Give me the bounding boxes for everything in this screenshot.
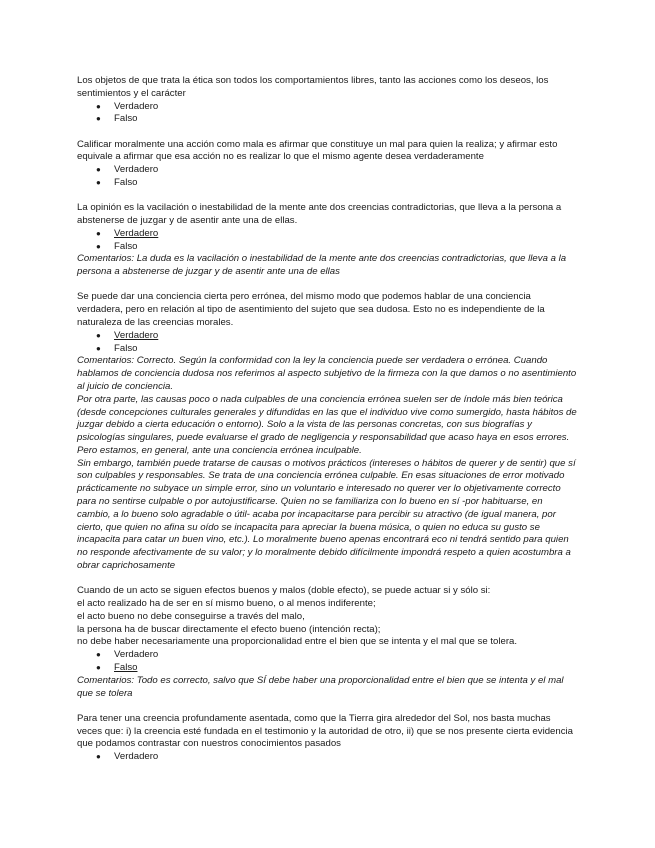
bullet-icon: ●	[96, 330, 101, 340]
question-statement: Para tener una creencia profundamente asentada, como que la Tierra gira alrededor del Sol, nos basta muchas veces que: i) la creencia esté fundada en el testimonio y la autoridad de otro, ii) que se nos presente cierta evidencia que podamos contrastar con nuestros conocimientos pasados	[77, 712, 573, 750]
option-label: Verdadero	[114, 164, 159, 176]
question-comment: Sin embargo, también puede tratarse de causas o motivos prácticos (intereses o hábitos de querer y de sentir) que sí son culpables y responsables. Se trata de una conciencia errónea culpable. En esas situaciones de error motivado prácticamente no subyace un simple error, sino un voluntario e interesado no querer ver lo objetivamente correcto para no sentirse culpable o por autojustificarse. Quien no se familiariza con lo bueno en sí -por habituarse, en cambio, a lo bueno solo agradable o útil- acaba por incapacitarse para percibir su atractivo (de igual manera, por cierto, que quien no afina su oído se incapacita para apreciar la buena música, o quien no educa su gusto se incapacita para catar un buen vino, etc.). Lo moralmente bueno apenas encontrará eco ni tendrá sentido para quien no responde afectivamente de su valor; y lo moralmente debido difícilmente impondrá respeto a quien acostumbra a obrar caprichosamente	[77, 457, 576, 572]
question-comment: Comentarios: Todo es correcto, salvo que SÍ debe haber una proporcionalidad entre el bien que se intenta y el mal que se tolera	[77, 674, 564, 699]
question-comment: Comentarios: La duda es la vacilación o inestabilidad de la mente ante dos creencias contradictorias, que lleva a la persona a abstenerse de juzgar y de asentir ante una de ellas	[77, 253, 567, 278]
question-2	[77, 139, 577, 190]
option-label: Verdadero	[114, 751, 159, 763]
option-label: Falso	[114, 662, 138, 674]
bullet-icon: ●	[96, 114, 101, 124]
bullet-icon: ●	[96, 343, 101, 353]
question-statement: Se puede dar una conciencia cierta pero errónea, del mismo modo que podemos hablar de una conciencia verdadera, pero en relación al tipo de asentimiento del sujeto que sea dudosa. Esto no es independiente de la naturaleza de las creencias morales.	[77, 291, 545, 328]
option-label: Falso	[114, 176, 138, 188]
bullet-icon: ●	[96, 650, 101, 660]
question-3	[77, 202, 577, 279]
option-label: Falso	[114, 113, 138, 125]
option-list	[77, 649, 577, 675]
question-statement-line: no debe haber necesariamente una proporcionalidad entre el bien que se intenta y el mal que se tolera.	[77, 636, 518, 648]
bullet-icon: ●	[96, 177, 101, 187]
question-4	[77, 291, 577, 573]
question-statement-line: Cuando de un acto se siguen efectos buenos y malos (doble efecto), se puede actuar si y sólo si:	[77, 585, 491, 597]
option-item	[77, 343, 577, 356]
bullet-icon: ●	[96, 165, 101, 175]
question-1	[77, 75, 577, 126]
question-statement: La opinión es la vacilación o inestabilidad de la mente ante dos creencias contradictorias, que lleva a la persona a abstenerse de juzgar y de asentir ante una de ellas.	[77, 202, 562, 226]
option-list	[77, 164, 577, 190]
option-item	[77, 177, 577, 190]
option-label: Verdadero	[114, 649, 159, 661]
option-list	[77, 330, 577, 356]
question-comment: Por otra parte, las causas poco o nada culpables de una conciencia errónea suelen ser de índole más bien teórica (desde concepciones culturales generales y difundidas en las que el individuo vive como sumergido, hasta hábitos de juzgar debido a cierta educación o entorno). Solo a la vista de las personas concretas, con sus biografías y psicologías singulares, puede evaluarse el grado de negligencia y responsabilidad que acaso haya en esos errores. Pero estamos, en general, ante una conciencia errónea inculpable.	[77, 393, 577, 456]
bullet-icon: ●	[96, 663, 101, 673]
question-statement-line: el acto bueno no debe conseguirse a través del malo,	[77, 610, 305, 622]
option-list	[77, 228, 577, 254]
option-item	[77, 113, 577, 126]
option-item	[77, 649, 577, 662]
question-statement: Calificar moralmente una acción como mala es afirmar que constituye un mal para quien la realiza; y afirmar esto equivale a afirmar que esa acción no es realizar lo que el mismo agente desea verdaderamente	[77, 138, 558, 163]
question-comment: Comentarios: Correcto. Según la conformidad con la ley la conciencia puede ser verdadera o errónea. Cuando hablamos de conciencia dudosa nos referimos al aspecto subjetivo de la firmeza con la que damos o no asentimiento al juicio de conciencia.	[77, 355, 577, 392]
option-label: Verdadero	[114, 227, 159, 239]
option-item	[77, 164, 577, 177]
option-item	[77, 241, 577, 254]
question-statement: Los objetos de que trata la ética son todos los comportamientos libres, tanto las acciones como los deseos, los sentimientos y el carácter	[77, 75, 549, 99]
option-label: Verdadero	[114, 100, 159, 112]
option-item-correct	[77, 330, 577, 343]
option-item	[77, 751, 577, 764]
option-item	[77, 101, 577, 114]
bullet-icon: ●	[96, 101, 101, 111]
option-list	[77, 101, 577, 127]
bullet-icon: ●	[96, 228, 101, 238]
document-page	[77, 75, 577, 764]
bullet-icon: ●	[96, 752, 101, 762]
question-statement-line: el acto realizado ha de ser en sí mismo bueno, o al menos indiferente;	[77, 598, 376, 610]
option-item-correct	[77, 228, 577, 241]
option-label: Falso	[114, 240, 138, 252]
option-item-correct	[77, 662, 577, 675]
question-5	[77, 585, 577, 700]
question-statement-line: la persona ha de buscar directamente el efecto bueno (intención recta);	[77, 623, 381, 635]
option-label: Verdadero	[114, 329, 159, 341]
bullet-icon: ●	[96, 241, 101, 251]
option-label: Falso	[114, 342, 138, 354]
option-list	[77, 751, 577, 764]
question-6	[77, 713, 577, 764]
